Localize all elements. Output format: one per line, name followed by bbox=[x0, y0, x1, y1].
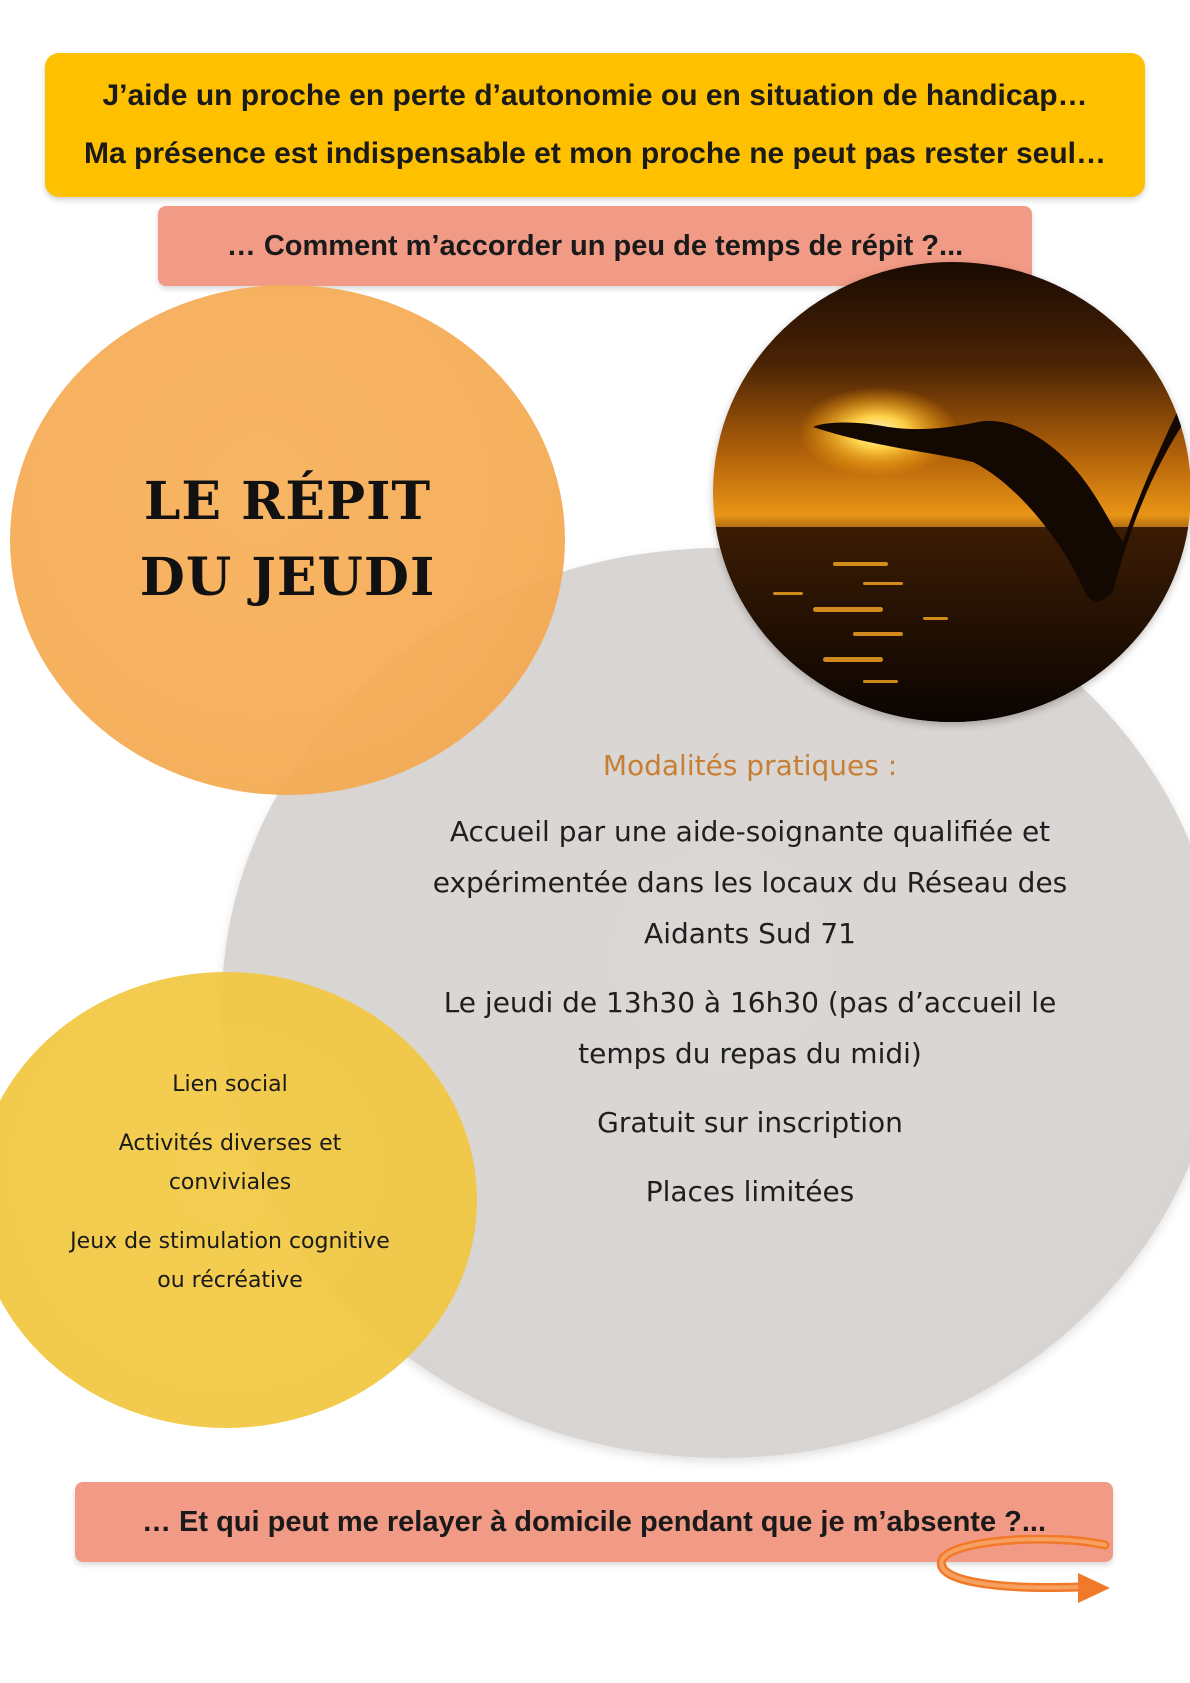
header-line-1: J’aide un proche en perte d’autonomie ou en situation de handicap… bbox=[102, 79, 1088, 112]
benefit-item: Jeux de stimulation cognitive ou récréative bbox=[70, 1229, 390, 1293]
curved-arrow-icon bbox=[930, 1535, 1120, 1610]
header-banner bbox=[45, 53, 1145, 197]
question-bottom-banner: … Et qui peut me relayer à domicile pendant que je m’absente ?... bbox=[75, 1482, 1113, 1562]
modalites-section bbox=[400, 744, 1100, 1235]
modalites-paragraph: Places limitées bbox=[645, 1175, 855, 1208]
modalites-paragraph: Le jeudi de 13h30 à 16h30 (pas d’accueil le temps du repas du midi) bbox=[443, 986, 1057, 1070]
benefit-item: Lien social bbox=[172, 1072, 288, 1097]
title-circle bbox=[10, 285, 565, 795]
benefit-item: Activités diverses et conviviales bbox=[118, 1131, 342, 1195]
header-line-2: Ma présence est indispensable et mon proche ne peut pas rester seul… bbox=[84, 137, 1106, 170]
title-line-1: LE RÉPIT bbox=[143, 471, 432, 532]
modalites-heading: Modalités pratiques : bbox=[602, 749, 898, 782]
sunset-hand-photo bbox=[713, 262, 1190, 722]
question-top-banner: … Comment m’accorder un peu de temps de répit ?... bbox=[158, 206, 1032, 286]
sunset-hand-icon bbox=[713, 262, 1190, 722]
modalites-paragraph: Gratuit sur inscription bbox=[597, 1106, 903, 1139]
benefits-list bbox=[60, 1065, 400, 1320]
modalites-paragraph: Accueil par une aide-soignante qualifiée et expérimentée dans les locaux du Réseau des Aidants Sud 71 bbox=[432, 815, 1068, 950]
title-line-2: DU JEUDI bbox=[139, 547, 436, 608]
